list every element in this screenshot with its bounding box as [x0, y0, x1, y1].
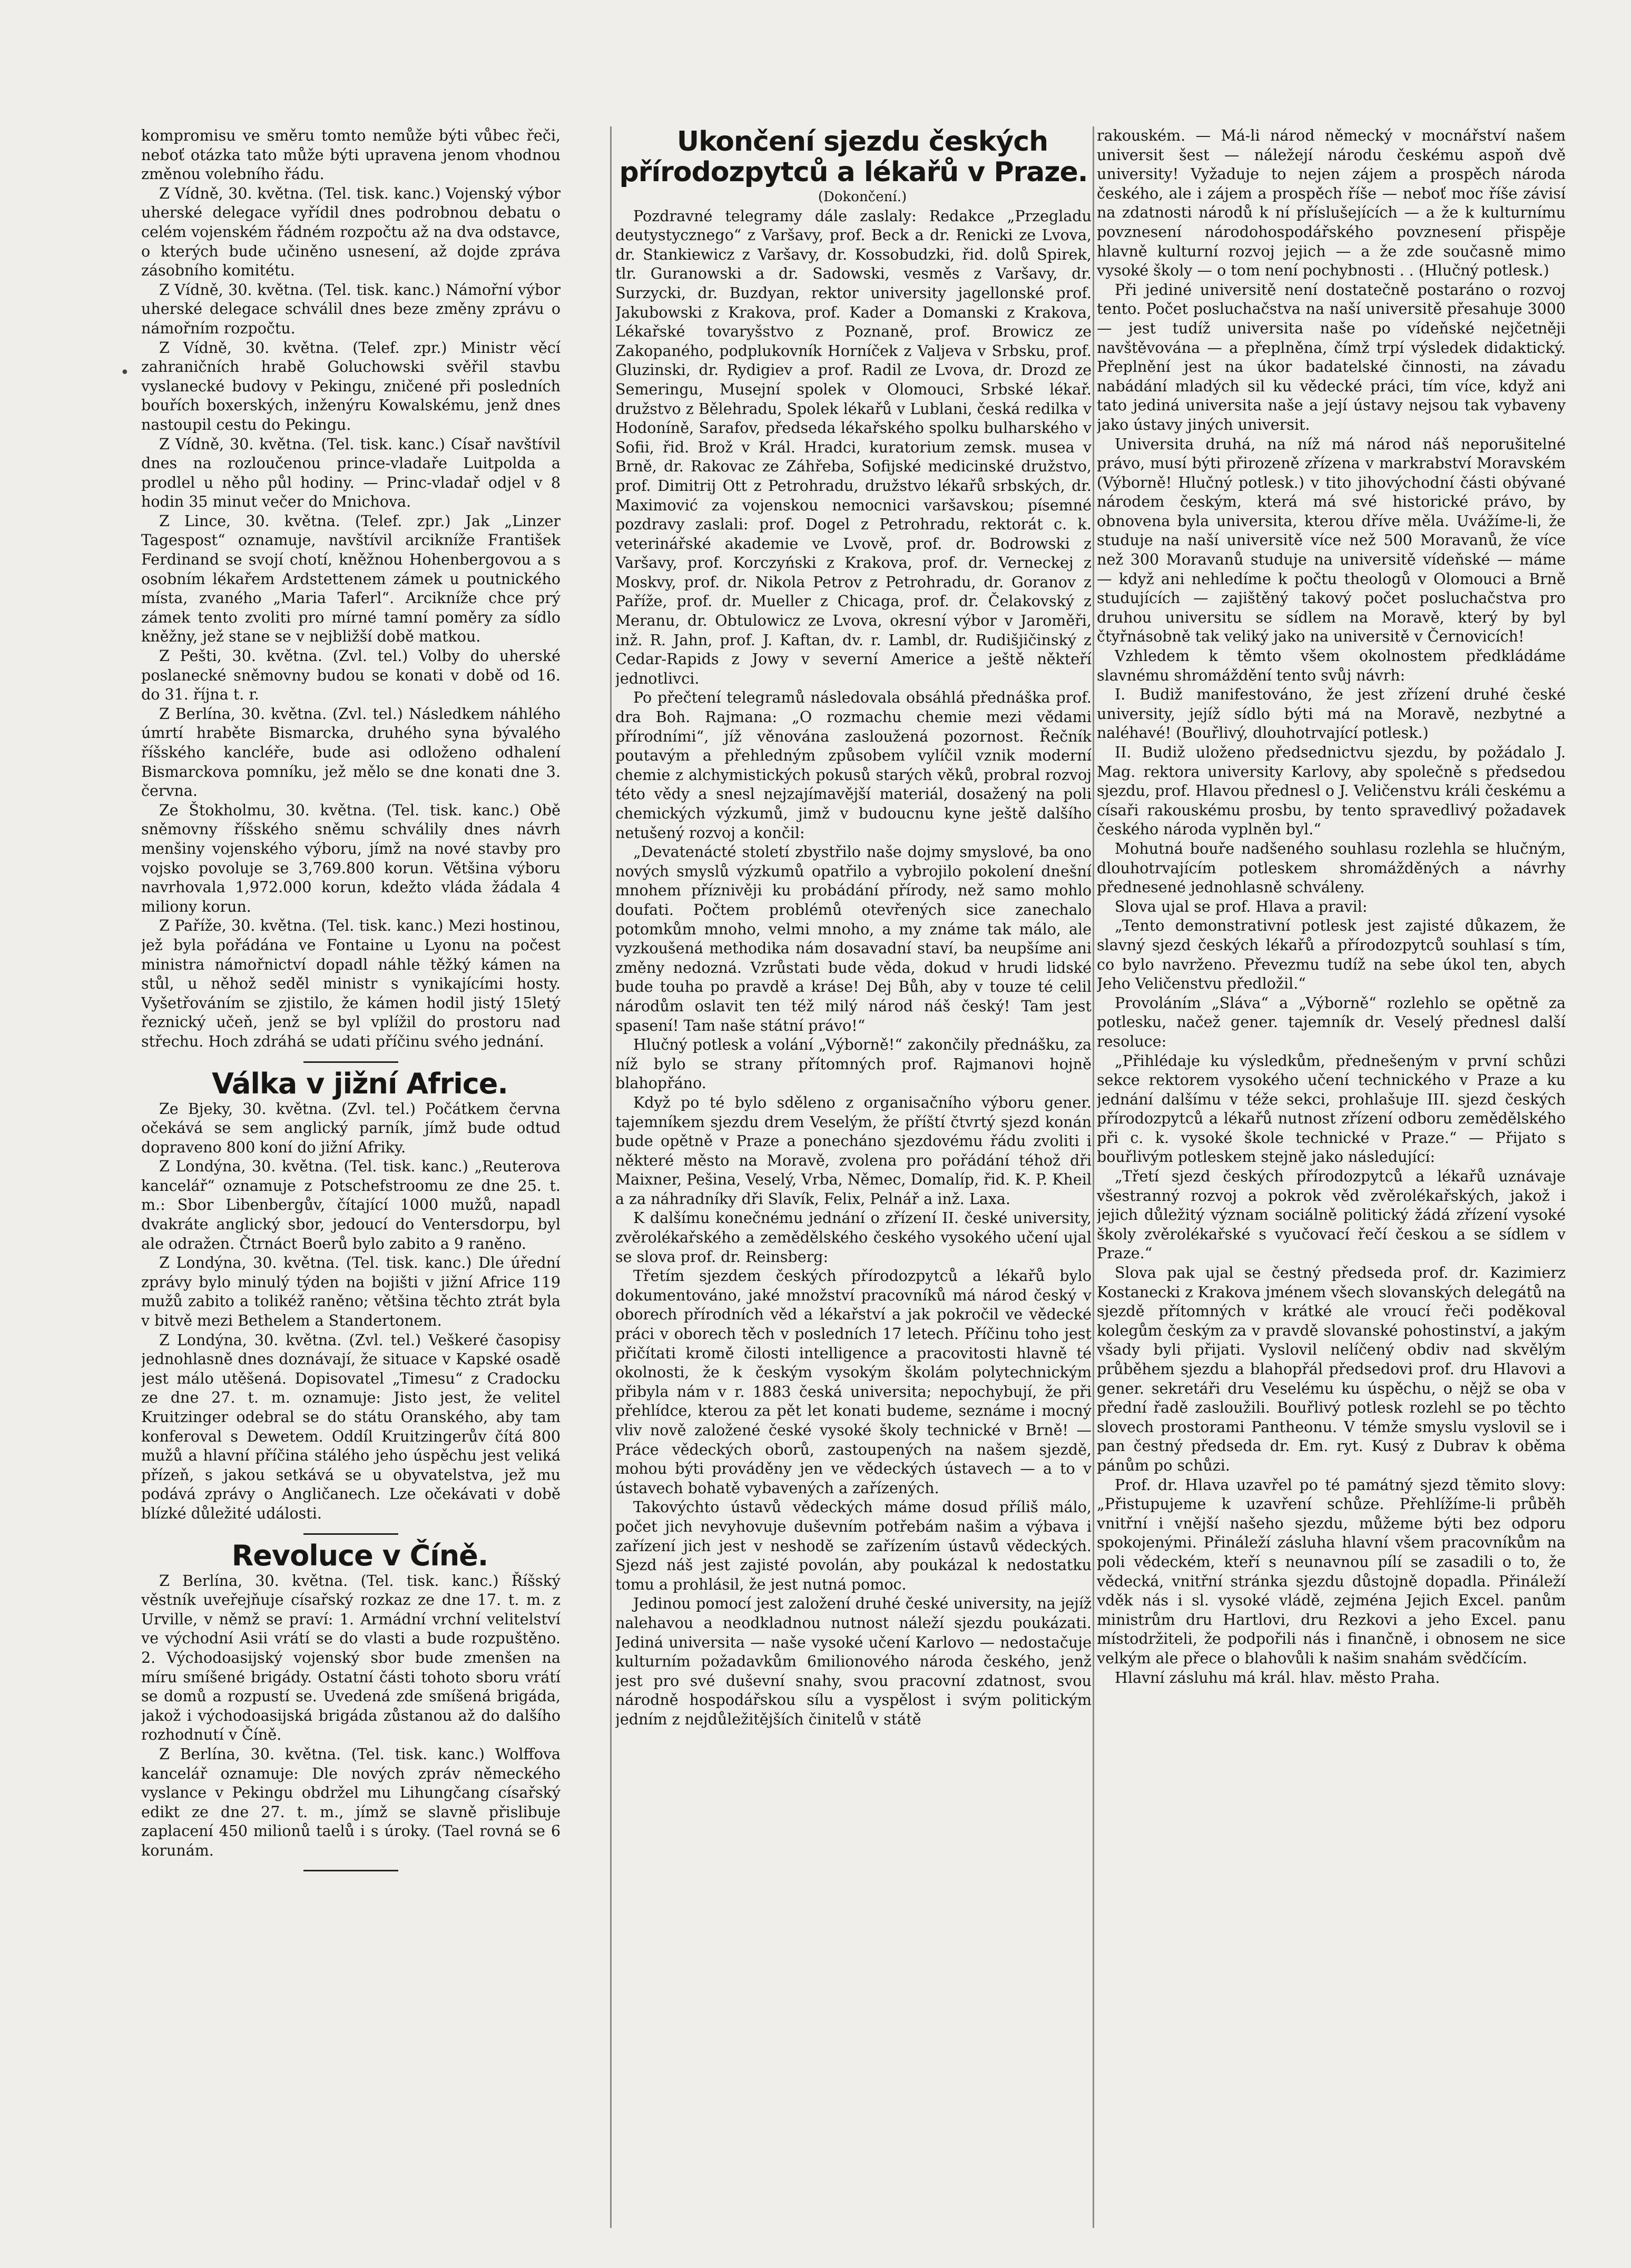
column-1 — [141, 126, 561, 2228]
article-paragraph: Jedinou pomocí jest založení druhé české university, na jejíž nalehavou a neodkladnou nutnost náleží sjezdu poukázati. Jediná universita — naše vysoké učení Karlovo — nedostačuje kulturním požadavkům 6milionového národa českého, jenž jest pro své duševní snahy, svou pracovní zdatnost, svou národně hospodářskou sílu a vyspělost i svým politickým jedním z nejdůležitějších činitelů v státě — [615, 1595, 1092, 1728]
news-paragraph: Z Pešti, 30. května. (Zvl. tel.) Volby do uherské poslanecké sněmovny budou se konati v době od 16. do 31. října t. r. — [141, 647, 561, 704]
news-paragraph: Z Vídně, 30. května. (Telef. zpr.) Ministr věcí zahraničních hrabě Goluchowski svěřil stavbu vyslanecké budovy v Pekingu, zničené při posledních bouřích boxerských, inženýru Kowalskému, jenž dnes nastoupil cestu do Pekingu. — [141, 339, 561, 433]
article-paragraph: Slova pak ujal se čestný předseda prof. dr. Kazimierz Kostanecki z Krakova jménem všech slovanských delegátů na sjezdě přítomných v krátké ale vroucí řeči poděkoval kolegům českým za v pravdě slovanské pohostinství, a jakým všady byli přijati. Vyslovil nelíčený obdiv nad skvělým průběhem sjezdu a blahopřál předsedovi prof. dru Hlavovi a gener. sekretáři dru Veselému ku úspěchu, o nějž se oba v přední řadě zasloužili. Bouřlivý potlesk rozlehl se po těchto slovech prostorami Pantheonu. V témže smyslu vyslovil se i pan čestný předseda dr. Em. ryt. Kusý z Dubrav k oběma pánům po schůzi. — [1097, 1264, 1566, 1474]
article-quote: „Tento demonstrativní potlesk jest zajisté důkazem, že slavný sjezd českých lékařů a přírodozpytců souhlasí s tím, co bylo navrženo. Převezmu tudíž na sebe úkol ten, abych Jeho Veličenstvu předložil.“ — [1097, 917, 1566, 993]
column-3 — [1097, 126, 1566, 2228]
article-paragraph: Takovýchto ústavů vědeckých máme dosud příliš málo, počet jich nevyhovuje duševním potřebám našim a výbava i zařízení jich jest v neshodě se zařízením ústavů vědeckých. Sjezd náš jest zajisté povolán, aby poukázal k nedostatku tomu a prohlásil, že jest nutná pomoc. — [615, 1498, 1092, 1593]
resolution-item: I. Budiž manifestováno, že jest zřízení druhé české university, jejíž sídlo býti má na Moravě, nezbytné a naléhavé! (Bouřlivý, dlouhotrvající potlesk.) — [1097, 686, 1566, 742]
article-headline: Ukončení sjezdu českých přírodozpytců a lékařů v Praze. — [619, 126, 1088, 188]
section-rule — [303, 1533, 398, 1535]
news-paragraph: Z Londýna, 30. května. (Zvl. tel.) Veškeré časopisy jednohlasně dnes doznávají, že situace v Kapské osadě jest málo utěšená. Dopisovatel „Timesu“ z Cradocku ze dne 27. t. m. oznamuje: Jisto jest, že velitel Kruitzinger odebral se do státu Oranského, aby tam konferoval s Dewetem. Oddíl Kruitzingerův čítá 800 mužů a hlavní příčina stálého jeho úspěchu jest veliká přízeň, s jakou setkává se u obyvatelstva, jež mu podává zprávy o Angličanech. Lze očekávati v době blízké důležité události. — [141, 1331, 561, 1522]
margin-dot: • — [120, 363, 130, 382]
news-paragraph: Z Berlína, 30. května. (Tel. tisk. kanc.) Říšský věstník uveřejňuje císařský rozkaz ze dne 17. t. m. z Urville, v němž se praví: 1. Armádní vrchní velitelství ve východní Asii vrátí se do vlasti a bude rozpuštěno. 2. Východoasijský vojenský sbor bude zmenšen na míru smíšené brigády. Ostatní části tohoto sboru vrátí se domů a rozpustí se. Uvedená zde smíšená brigáda, jakož i východoasijská brigáda zůstanou až do dalšího rozhodnutí v Číně. — [141, 1572, 561, 1744]
article-quote: „Třetí sjezd českých přírodozpytců a lékařů uznávaje všestranný rozvoj a pokrok věd zvěrolékařských, jakož i jejich důležitý význam sociálně politický žádá zřízení vysoké školy zvěrolékařské s vyučovací řečí českou a se sídlem v Praze.“ — [1097, 1168, 1566, 1263]
article-paragraph: Při jediné universitě není dostatečně postaráno o rozvoj tento. Počet posluchačstva na naší universitě přesahuje 3000 — jest tudíž universita naše po vídeňské nejčetněji navštěvována — a přeplněna, čímž trpí výsledek didaktický. Přeplnění jest na úkor badatelské činnosti, na závadu nabádání mladých sil ku vědecké práci, tím více, když ani tato jediná universita naše a její ústavy nejsou tak vybaveny jako ústavy jiných universit. — [1097, 281, 1566, 433]
article-paragraph: Po přečtení telegramů následovala obsáhlá přednáška prof. dra Boh. Rajmana: „O rozmachu chemie mezi vědami přírodními“, jíž věnována zasloužená pozornost. Řečník poutavým a přehledným způsobem vylíčil vznik moderní chemie z alchymistických pokusů starých věků, probral rozvoj této vědy a snesl nejzajímavější materiál, dosažený na poli chemických výzkumů, jimž v budoucnu kyne ještě dalšího netušený rozvoj a končil: — [615, 689, 1092, 842]
column-2 — [615, 126, 1092, 2228]
article-paragraph: Slova ujal se prof. Hlava a pravil: — [1115, 898, 1368, 915]
article-paragraph: Třetím sjezdem českých přírodozpytců a lékařů bylo dokumentováno, jaké množství pracovníků má národ český v oborech přírodních věd a lékařství a jak pokročil ve vědecké práci v oborech těch v posledních 17 letech. Příčinu toho jest přičítati kromě čilosti intelligence a pracovitosti hlavně té okolnosti, že k českým vysokým školám polytechnickým přibyla nám v r. 1883 česká universita; nepochybují, že při přehlídce, kterou za pět let konati budeme, seznáme i mocný vliv nově založené české vysoké školy technické v Brně! — Práce vědeckých oborů, zastoupených na našem sjezdě, mohou býti prováděny jen ve vědeckých ústavech — a to v ústavech bohatě vybavených a zařízených. — [615, 1267, 1092, 1497]
end-rule — [303, 1870, 398, 1871]
resolution-item: II. Budiž uloženo předsednictvu sjezdu, by požádalo J. Mag. rektora university Karlovy, aby společně s předsedou sjezdu, prof. Hlavou přednesl o J. Veličenstvu králi českému a císaři rakouskému prosbu, by tento spravedlivý požadavek českého národa vyplněn byl.“ — [1097, 744, 1566, 839]
news-paragraph: Z Berlína, 30. května. (Zvl. tel.) Následkem náhlého úmrtí hraběte Bismarcka, druhého syna bývalého říšského kancléře, bude asi odloženo odhalení Bismarckova pomníku, jež mělo se dne konati dne 3. června. — [141, 705, 561, 800]
article-quote: „Přihlédaje ku výsledkům, přednešeným v první schůzi sekce rektorem vysokého učení technického v Praze a ku jednání dalšímu v téže sekci, prohlašuje III. sjezd českých přírodozpytců a lékařů nutnost zřízení odboru zemědělského při c. k. vysoké škole technické v Praze.“ — Přijato s bouřlivým potleskem stejně jako následující: — [1097, 1052, 1566, 1166]
column-divider — [610, 126, 612, 2228]
article-paragraph: Když po té bylo sděleno z organisačního výboru gener. tajemníkem sjezdu drem Veselým, že příští čtvrtý sjezd konán bude opětně v Praze a ponecháno sjezdovému řádu zvoliti i některé město na Moravě, zvolena pro pořádání téhož dři Maixner, Pešina, Veselý, Vrba, Němec, Domalíp, řid. K. P. Kheil a za náhradníky dři Slavík, Felix, Pelnář a inž. Laxa. — [615, 1093, 1092, 1208]
news-paragraph: Z Lince, 30. května. (Telef. zpr.) Jak „Linzer Tagespost“ oznamuje, navštívil arcikníže František Ferdinand se svojí chotí, kněžnou Hohenbergovou a s osobním lékařem Ardstettenem zámek u poutnického místa, zvaného „Maria Taferl“. Arcikníže chce prý zámek tento zvoliti pro mírné tamní poměry za sídlo kněžny, jež stane se v nejbližší době matkou. — [141, 512, 561, 646]
news-paragraph: Ze Štokholmu, 30. května. (Tel. tisk. kanc.) Obě sněmovny říšského sněmu schválily dnes návrh menšiny vojenského výboru, jímž na nové stavby pro vojsko povoluje se 3,769.800 korun. Většina výboru navrhovala 1,972.000 korun, kdežto vláda žádala 4 miliony korun. — [141, 801, 561, 915]
news-paragraph: Z Paříže, 30. května. (Tel. tisk. kanc.) Mezi hostinou, jež byla pořádána ve Fontaine u Lyonu na počest ministra námořnictví dopadl náhle těžký kámen na stůl, u něhož seděl ministr s vynikajícími hosty. Vyšetřováním se zjistilo, že kámen hodil jistý 15letý řeznický učeň, jenž se byl vplížil do prostoru nad střechu. Hoch zdráhá se udati příčinu svého jednání. — [141, 917, 561, 1050]
news-paragraph: Z Vídně, 30. května. (Tel. tisk. kanc.) Vojenský výbor uherské delegace vyřídil dnes podrobnou debatu o celém vojenském řádném rozpočtu až na dva odstavce, o kterých bude učiněno usnesení, až dojde zpráva zásobního komitétu. — [141, 184, 561, 280]
news-paragraph: Z Londýna, 30. května. (Tel. tisk. kanc.) Dle úřední zprávy bylo minulý týden na bojišti v jižní Africe 119 mužů zabito a tolikéž raněno; většina těchto ztrát byla v bitvě mezi Bethelem a Standertonem. — [141, 1254, 561, 1330]
news-paragraph: Z Vídně, 30. května. (Tel. tisk. kanc.) Námořní výbor uherské delegace schválil dnes beze změny zprávu o námořním rozpočtu. — [141, 281, 561, 337]
article-paragraph: Hlučný potlesk a volání „Výborně!“ zakončily přednášku, za níž bylo se strany přítomných prof. Rajmanovi hojně blahopřáno. — [615, 1036, 1092, 1092]
article-quote: „Devatenácté století zbystřilo naše dojmy smyslové, ba ono nových smyslů výzkumů opatřilo a vybrojilo pokolení dnešní mnohem příznivěji ku probádání přírody, než samo mohlo doufati. Počtem problémů otevřených sice zanechalo potomkům mnoho, velmi mnoho, a my známe tak málo, ale vyzkoušená methodika nám dosavadní staví, ba neupšíme ani změny nedozná. Vzrůstati bude věda, dokud v hrudi lidské bude touha po pravdě a kráse! Dej Bůh, aby v touze té celil národům oslavit ten též milý národ náš český! Tam jest spasení! Tam naše státní právo!“ — [615, 843, 1092, 1034]
news-paragraph: Z Vídně, 30. května. (Tel. tisk. kanc.) Císař navštívil dnes na rozloučenou prince-vladaře Luitpolda a prodlel u něho půl hodiny. — Princ-vladař odjel v 8 hodin 35 minut večer do Mnichova. — [141, 435, 561, 511]
article-paragraph: Hlavní zásluhu má král. hlav. město Praha. — [1115, 1669, 1440, 1687]
news-paragraph: kompromisu ve směru tomto nemůže býti vůbec řeči, neboť otázka tato může býti upravena jenom vhodnou změnou volebního řádu. — [141, 127, 561, 183]
article-subheading: (Dokončení.) — [818, 189, 907, 205]
article-paragraph: Prof. dr. Hlava uzavřel po té památný sjezd těmito slovy: „Přistupujeme k uzavření schůze. Přehlížíme-li průběh vnitřní i vnější našeho sjezdu, můžeme býti bez odporu spokojenými. Přináleží zásluha hlavní všem pracovníkům na poli vědeckém, kteří s neunavnou pílí se zasadili o to, že vědecká, vnitřní stránka sjezdu důstojně dopadla. Přináleží vděk nás i sl. vysoké vládě, zejména Jejich Excel. panům ministrům dru Hartlovi, dru Rezkovi a jeho Excel. panu místodržiteli, že podpořili nás i finančně, i obnosem ne sice velkým ale přece o blahovůli k našim snahám svědčícím. — [1097, 1476, 1566, 1667]
section-rule — [303, 1061, 398, 1063]
news-paragraph: Z Berlína, 30. května. (Tel. tisk. kanc.) Wolffova kancelář oznamuje: Dle nových zpráv německého vyslance v Pekingu obdržel mu Lihungčang císařský edikt ze dne 27. t. m., jímž se slavně přislibuje zaplacení 450 milionů taelů i s úroky. (Tael rovná se 6 korunám. — [141, 1745, 561, 1859]
section-heading-china: Revoluce v Číně. — [231, 1539, 488, 1572]
article-paragraph: Universita druhá, na níž má národ náš neporušitelné právo, musí býti přirozeně zřízena v markrabství Moravském (Výborně! Hlučný potlesk.) v tito jihovýchodní části obývané národem českým, která má své historické právo, by obnovena byla universita, kterou dříve měla. Uvážíme-li, že studuje na naší universitě více než 500 Moravanů, že více než 300 Moravanů studuje na universitě vídeňské — máme — když ani nehledíme k počtu theologů v Olomouci a Brně studujících — zajištěný takový počet posluchačstva pro druhou universitu se sídlem na Moravě, který by byl čtyřnásobně tak veliký jako na universitě v Černovicích! — [1097, 435, 1566, 646]
news-paragraph: Ze Bjeky, 30. května. (Zvl. tel.) Počátkem června očekává se sem anglický parník, jímž bude odtud dopraveno 800 koní do jižní Afriky. — [141, 1100, 561, 1156]
article-paragraph: rakouském. — Má-li národ německý v mocnářství našem universit šest — náležejí národu českému aspoň dvě university! Vyžaduje to nejen zájem a prospěch národa českého, ale i zájem a prospěch říše — neboť moc říše závisí na zdatnosti národů k ní příslušejících — a že k kulturnímu povznesení národohospodářského povznesení přispěje hlavně kulturní rozvoj jejich — a že zde současně mimo vysoké školy — o tom není pochybnosti . . (Hlučný potlesk.) — [1097, 127, 1566, 280]
article-paragraph: K dalšímu konečnému jednání o zřízení II. české university, zvěrolékařského a zemědělského českého vysokého učení ujal se slova prof. dr. Reinsberg: — [615, 1209, 1092, 1266]
article-paragraph: Pozdravné telegramy dále zaslaly: Redakce „Przegladu deutystycznego“ z Varšavy, prof. Beck a dr. Renicki ze Lvova, dr. Stankiewicz z Varšavy, dr. Kossobudzki, řid. dolů Spirek, tlr. Guranowski a dr. Sadowski, vesměs z Varšavy, dr. Surzycki, dr. Buzdyan, rektor university jagellonské prof. Jakubowski z Krakova, prof. Kader a Domanski z Krakova, Lékařské tovaryšstvo z Poznaně, prof. Browicz ze Zakopaného, podplukovník Horníček z Valjeva v Srbsku, prof. Gluzinski, dr. Rydigiev a prof. Radil ze Lvova, dr. Drozd ze Semeringu, Musejní spolek v Olomouci, Srbské lékař. družstvo z Bělehradu, Spolek lékařů v Lublani, česká redilka v Hodoníně, Sarafov, předseda lékařského spolku bulharského v Sofii, řid. Brož v Král. Hradci, kuratorium zemsk. musea v Brně, dr. Rakovac ze Záhřeba, Sofijské medicinské družstvo, prof. Dimitrij Ott z Petrohradu, družstvo lékařů srbských, dr. Maximović za vojenskou nemocnici varšavskou; písemné pozdravy zaslali: prof. Dogel z Petrohradu, rektorát c. k. veterinářské akademie ve Lvově, prof. dr. Bodrowski z Varšavy, prof. Korczyński z Krakova, prof. dr. Verneckej z Moskvy, prof. dr. Nikola Petrov z Petrohradu, dr. Goranov z Paříže, prof. dr. Mueller z Chicaga, prof. dr. Čelakovský z Meranu, dr. Obtulowicz ze Lvova, okresní výbor v Jaroměři, inž. R. Jahn, prof. J. Kaftan, dv. r. Lambl, dr. Rudišjičinský z Cedar-Rapids z Jowy v severní Americe a ještě někteří jednotlivci. — [615, 207, 1092, 687]
article-paragraph: Vzhledem k těmto všem okolnostem předkládáme slavnému shromáždění tento svůj návrh: — [1097, 647, 1566, 684]
news-paragraph: Z Londýna, 30. května. (Tel. tisk. kanc.) „Reuterova kancelář“ oznamuje z Potschefstroomu ze dne 25. t. m.: Sbor Libenbergův, čítající 1000 mužů, napadl dvakráte anglický sbor, jedoucí do Ventersdorpu, byl ale odražen. Čtrnáct Boerů bylo zabito a 9 raněno. — [141, 1158, 561, 1253]
column-divider — [1093, 126, 1094, 2228]
section-heading-africa: Válka v jižní Africe. — [212, 1067, 508, 1100]
article-paragraph: Mohutná bouře nadšeného souhlasu rozlehla se hlučným, dlouhotrvajícím potleskem shromážděných a návrhy přednesené jednohlasně schváleny. — [1097, 840, 1566, 896]
article-paragraph: Provoláním „Sláva“ a „Výborně“ rozlehlo se opětně za potlesku, načež gener. tajemník dr. Veselý přednesl další resoluce: — [1097, 994, 1566, 1050]
